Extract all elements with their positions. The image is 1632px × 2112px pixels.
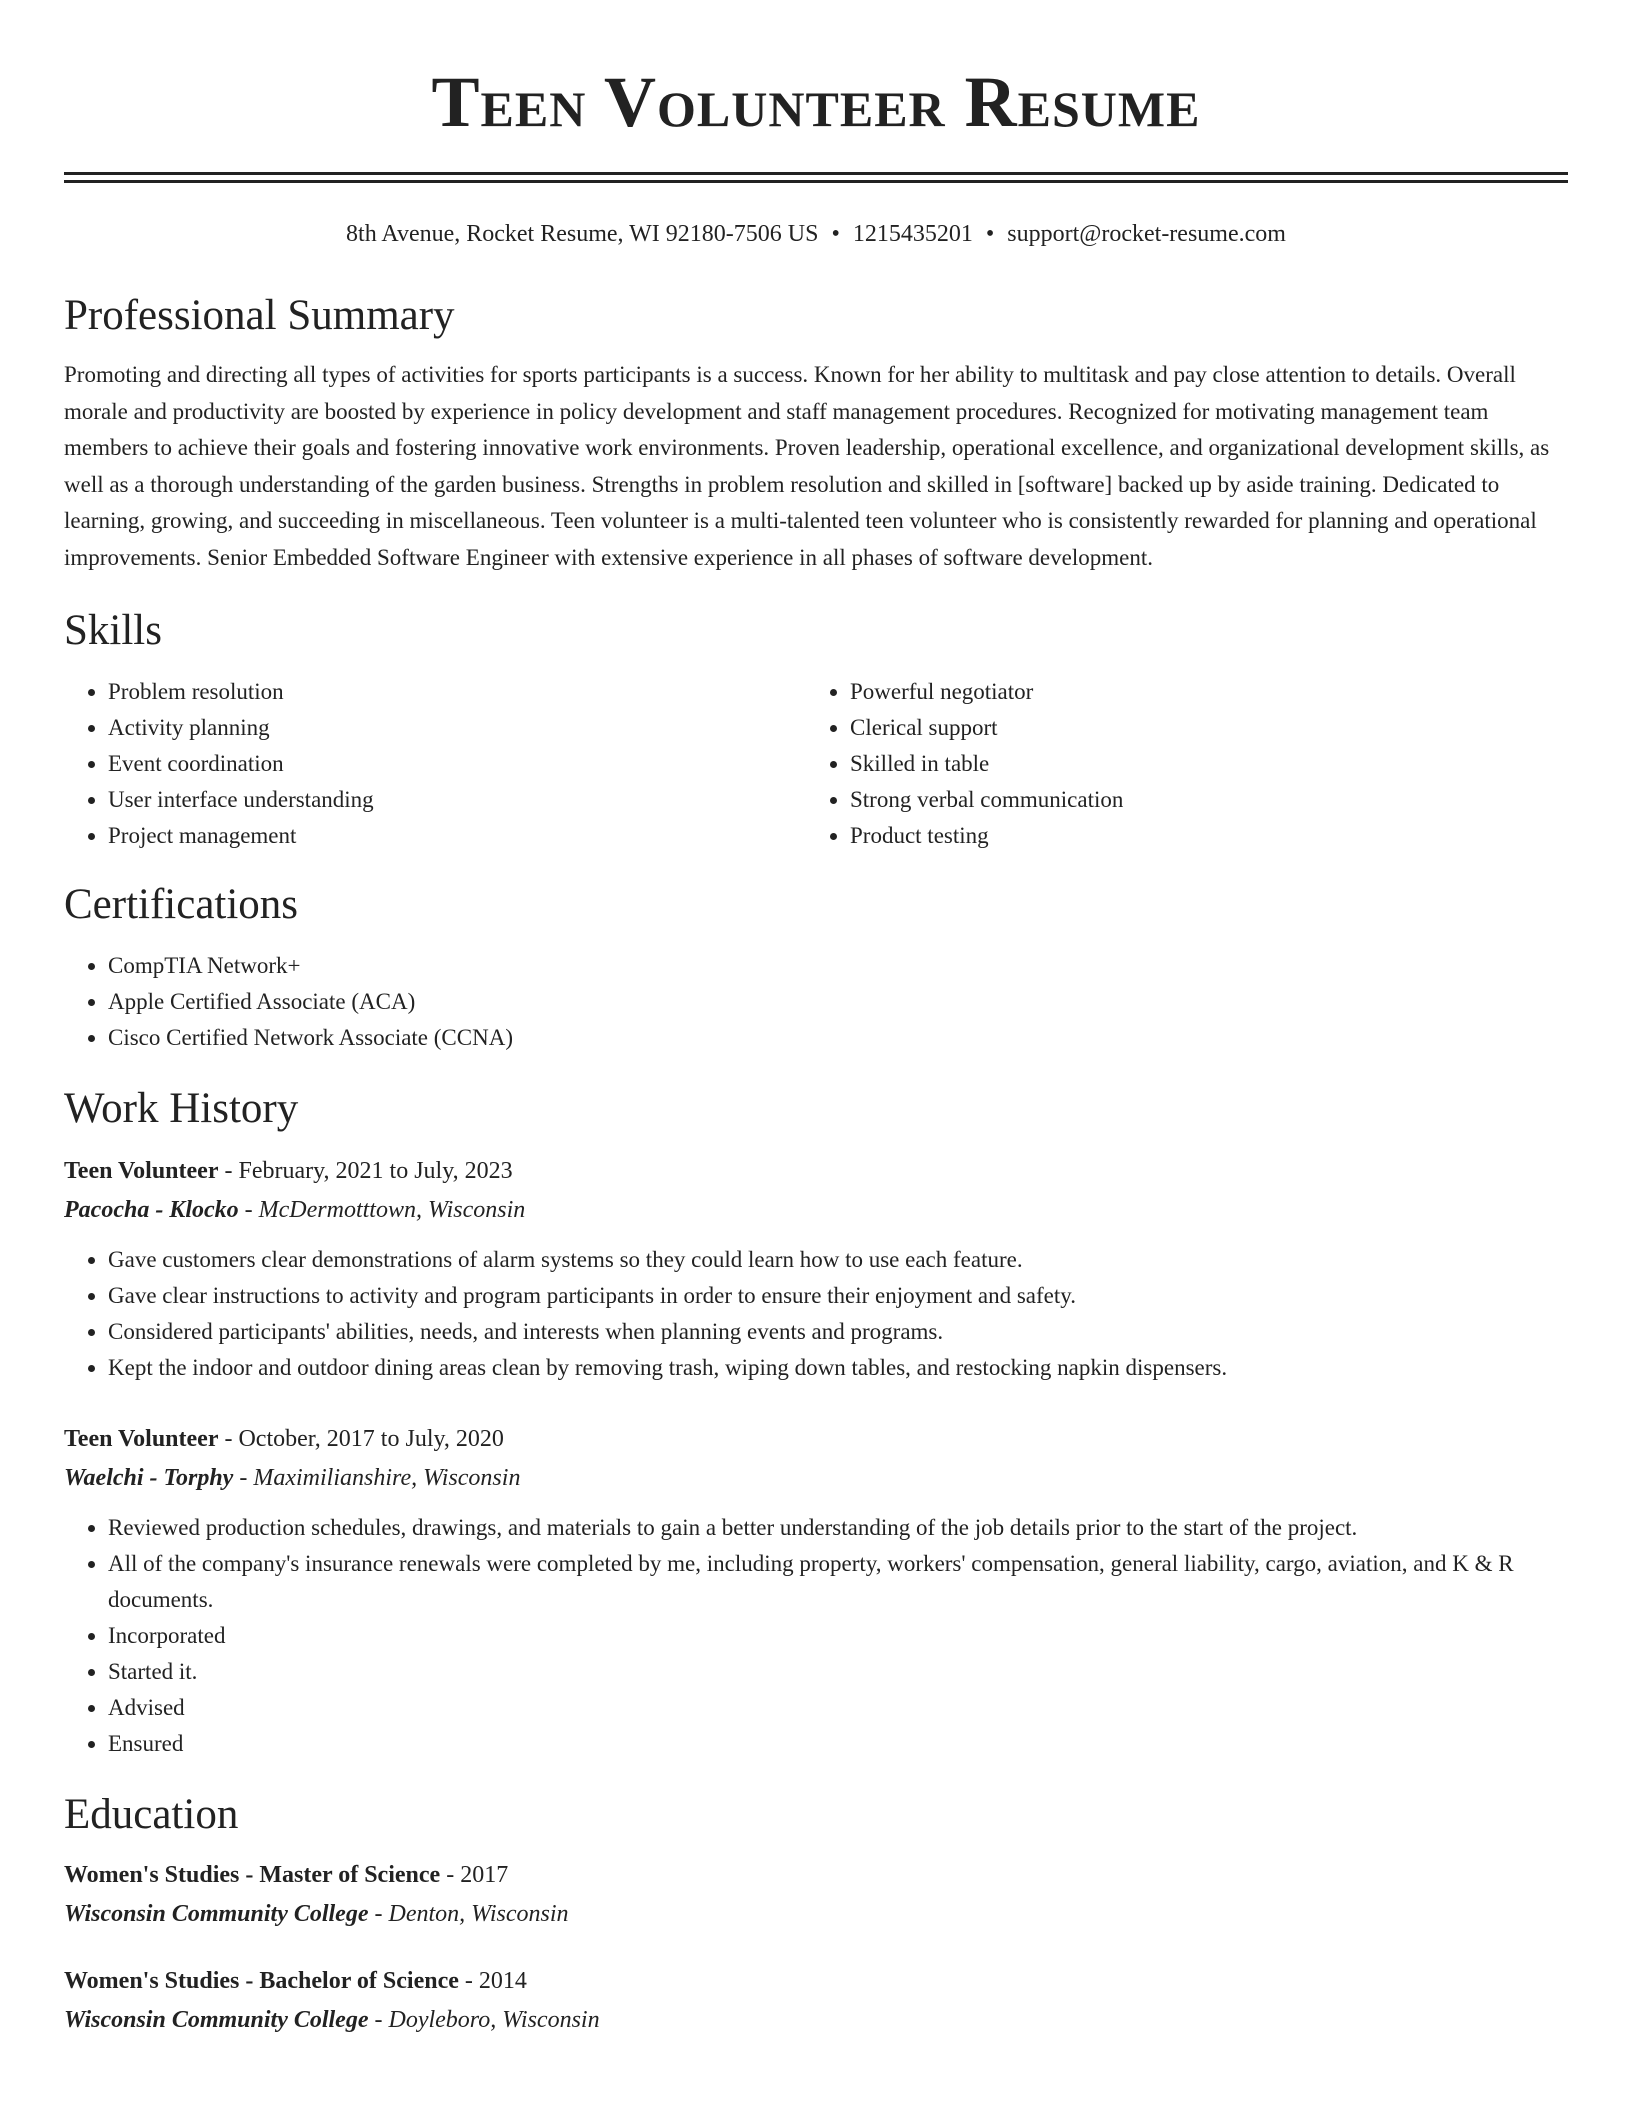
job-bullet: • Ensured: [108, 1726, 1568, 1762]
education-school: Wisconsin Community College: [64, 1901, 369, 1927]
contact-phone: 1215435201: [852, 221, 973, 247]
resume-title: Teen Volunteer Resume: [431, 62, 1201, 142]
education-school-line: Wisconsin Community College - Denton, Wisconsin: [64, 1901, 569, 1927]
job-bullet: • Advised: [108, 1690, 1568, 1726]
job-bullet: • Reviewed production schedules, drawings, and materials to gain a better understanding of the job details prior to the start of the project.: [108, 1510, 1568, 1546]
job-bullet: • Started it.: [108, 1654, 1568, 1690]
job-entry: [64, 1420, 1568, 1762]
job-title: Teen Volunteer: [64, 1426, 219, 1452]
job-bullets: [64, 1510, 1568, 1762]
contact-email: support@rocket-resume.com: [1007, 221, 1286, 247]
job-dates: October, 2017 to July, 2020: [238, 1426, 504, 1452]
skill-item: • Event coordination: [108, 746, 806, 782]
certification-item: • Apple Certified Associate (ACA): [108, 984, 1568, 1020]
contact-separator: •: [831, 221, 840, 247]
job-title-line: Teen Volunteer - February, 2021 to July, 2023: [64, 1158, 513, 1184]
job-title-line: Teen Volunteer - October, 2017 to July, 2020: [64, 1426, 504, 1452]
contact-address: 8th Avenue, Rocket Resume, WI 92180-7506 US: [346, 221, 819, 247]
job-bullet: • Considered participants' abilities, needs, and interests when planning events and programs.: [108, 1314, 1568, 1350]
skill-item: • Strong verbal communication: [850, 782, 1548, 818]
job-location: McDermotttown, Wisconsin: [258, 1197, 526, 1223]
skill-item: • Skilled in table: [850, 746, 1548, 782]
job-company: Waelchi - Torphy: [64, 1465, 234, 1491]
education-year: 2017: [460, 1862, 509, 1888]
education-school: Wisconsin Community College: [64, 2007, 369, 2033]
job-bullet: • Incorporated: [108, 1618, 1568, 1654]
skill-item: • Clerical support: [850, 710, 1548, 746]
job-title: Teen Volunteer: [64, 1158, 219, 1184]
skill-item: • Powerful negotiator: [850, 674, 1548, 710]
education-degree: Women's Studies - Bachelor of Science: [64, 1968, 459, 1994]
summary-heading: Professional Summary: [64, 292, 455, 339]
summary-text: Promoting and directing all types of activities for sports participants is a success. Known for her ability to multitask and pay close attention to details. Overall morale and productivity are boosted by experience in policy development and staff management procedures. Recognized for motivating management team members to achieve their goals and fostering innovative work environments. Proven leadership, operational excellence, and organizational development skills, as well as a thorough understanding of the garden business. Strengths in problem resolution and skilled in [software] backed up by aside training. Dedicated to learning, growing, and succeeding in miscellaneous. Teen volunteer is a multi-talented teen volunteer who is consistently rewarded for planning and operational improvements. Senior Embedded Software Engineer with extensive experience in all phases of software development.: [64, 362, 1550, 570]
title-divider: [64, 172, 1568, 183]
education-degree: Women's Studies - Master of Science: [64, 1862, 441, 1888]
job-company-line: Pacocha - Klocko - McDermotttown, Wisconsin: [64, 1197, 526, 1223]
job-bullet: • Gave clear instructions to activity and program participants in order to ensure their enjoyment and safety.: [108, 1278, 1568, 1314]
education-entry: [64, 1962, 1568, 2040]
work-history-heading: Work History: [64, 1085, 299, 1132]
job-bullet: • Gave customers clear demonstrations of alarm systems so they could learn how to use each feature.: [108, 1242, 1568, 1278]
job-entry: [64, 1152, 1568, 1386]
certification-item: • CompTIA Network+: [108, 948, 1568, 984]
job-bullet: • Kept the indoor and outdoor dining areas clean by removing trash, wiping down tables, and restocking napkin dispensers.: [108, 1350, 1568, 1386]
job-company-line: Waelchi - Torphy - Maximilianshire, Wisconsin: [64, 1465, 521, 1491]
job-bullets: [64, 1242, 1568, 1386]
skill-item: • Product testing: [850, 818, 1548, 854]
certifications-heading: Certifications: [64, 881, 299, 928]
education-year: 2014: [478, 1968, 527, 1994]
contact-separator: •: [985, 221, 995, 247]
skills-columns: [64, 674, 1568, 854]
certifications-list: [64, 948, 1568, 1056]
job-company: Pacocha - Klocko: [64, 1197, 239, 1223]
skills-heading: Skills: [64, 607, 162, 654]
skill-item: • Problem resolution: [108, 674, 806, 710]
certification-item: • Cisco Certified Network Associate (CCNA): [108, 1020, 1568, 1056]
skill-item: • User interface understanding: [108, 782, 806, 818]
job-bullet: • All of the company's insurance renewals were completed by me, including property, workers' compensation, general liability, cargo, aviation, and K & R documents.: [108, 1546, 1568, 1618]
contact-line: [64, 219, 1568, 249]
education-location: Denton, Wisconsin: [388, 1901, 569, 1927]
education-entry: [64, 1856, 1568, 1934]
skill-item: • Activity planning: [108, 710, 806, 746]
skill-item: • Project management: [108, 818, 806, 854]
skills-list-right: [806, 674, 1548, 854]
education-heading: Education: [64, 1791, 239, 1838]
skills-list-left: [64, 674, 806, 854]
education-degree-line: Women's Studies - Master of Science - 2017: [64, 1862, 509, 1888]
education-degree-line: Women's Studies - Bachelor of Science - 2014: [64, 1968, 527, 1994]
education-location: Doyleboro, Wisconsin: [388, 2007, 600, 2033]
education-school-line: Wisconsin Community College - Doyleboro, Wisconsin: [64, 2007, 600, 2033]
job-dates: February, 2021 to July, 2023: [238, 1158, 513, 1184]
job-location: Maximilianshire, Wisconsin: [253, 1465, 521, 1491]
